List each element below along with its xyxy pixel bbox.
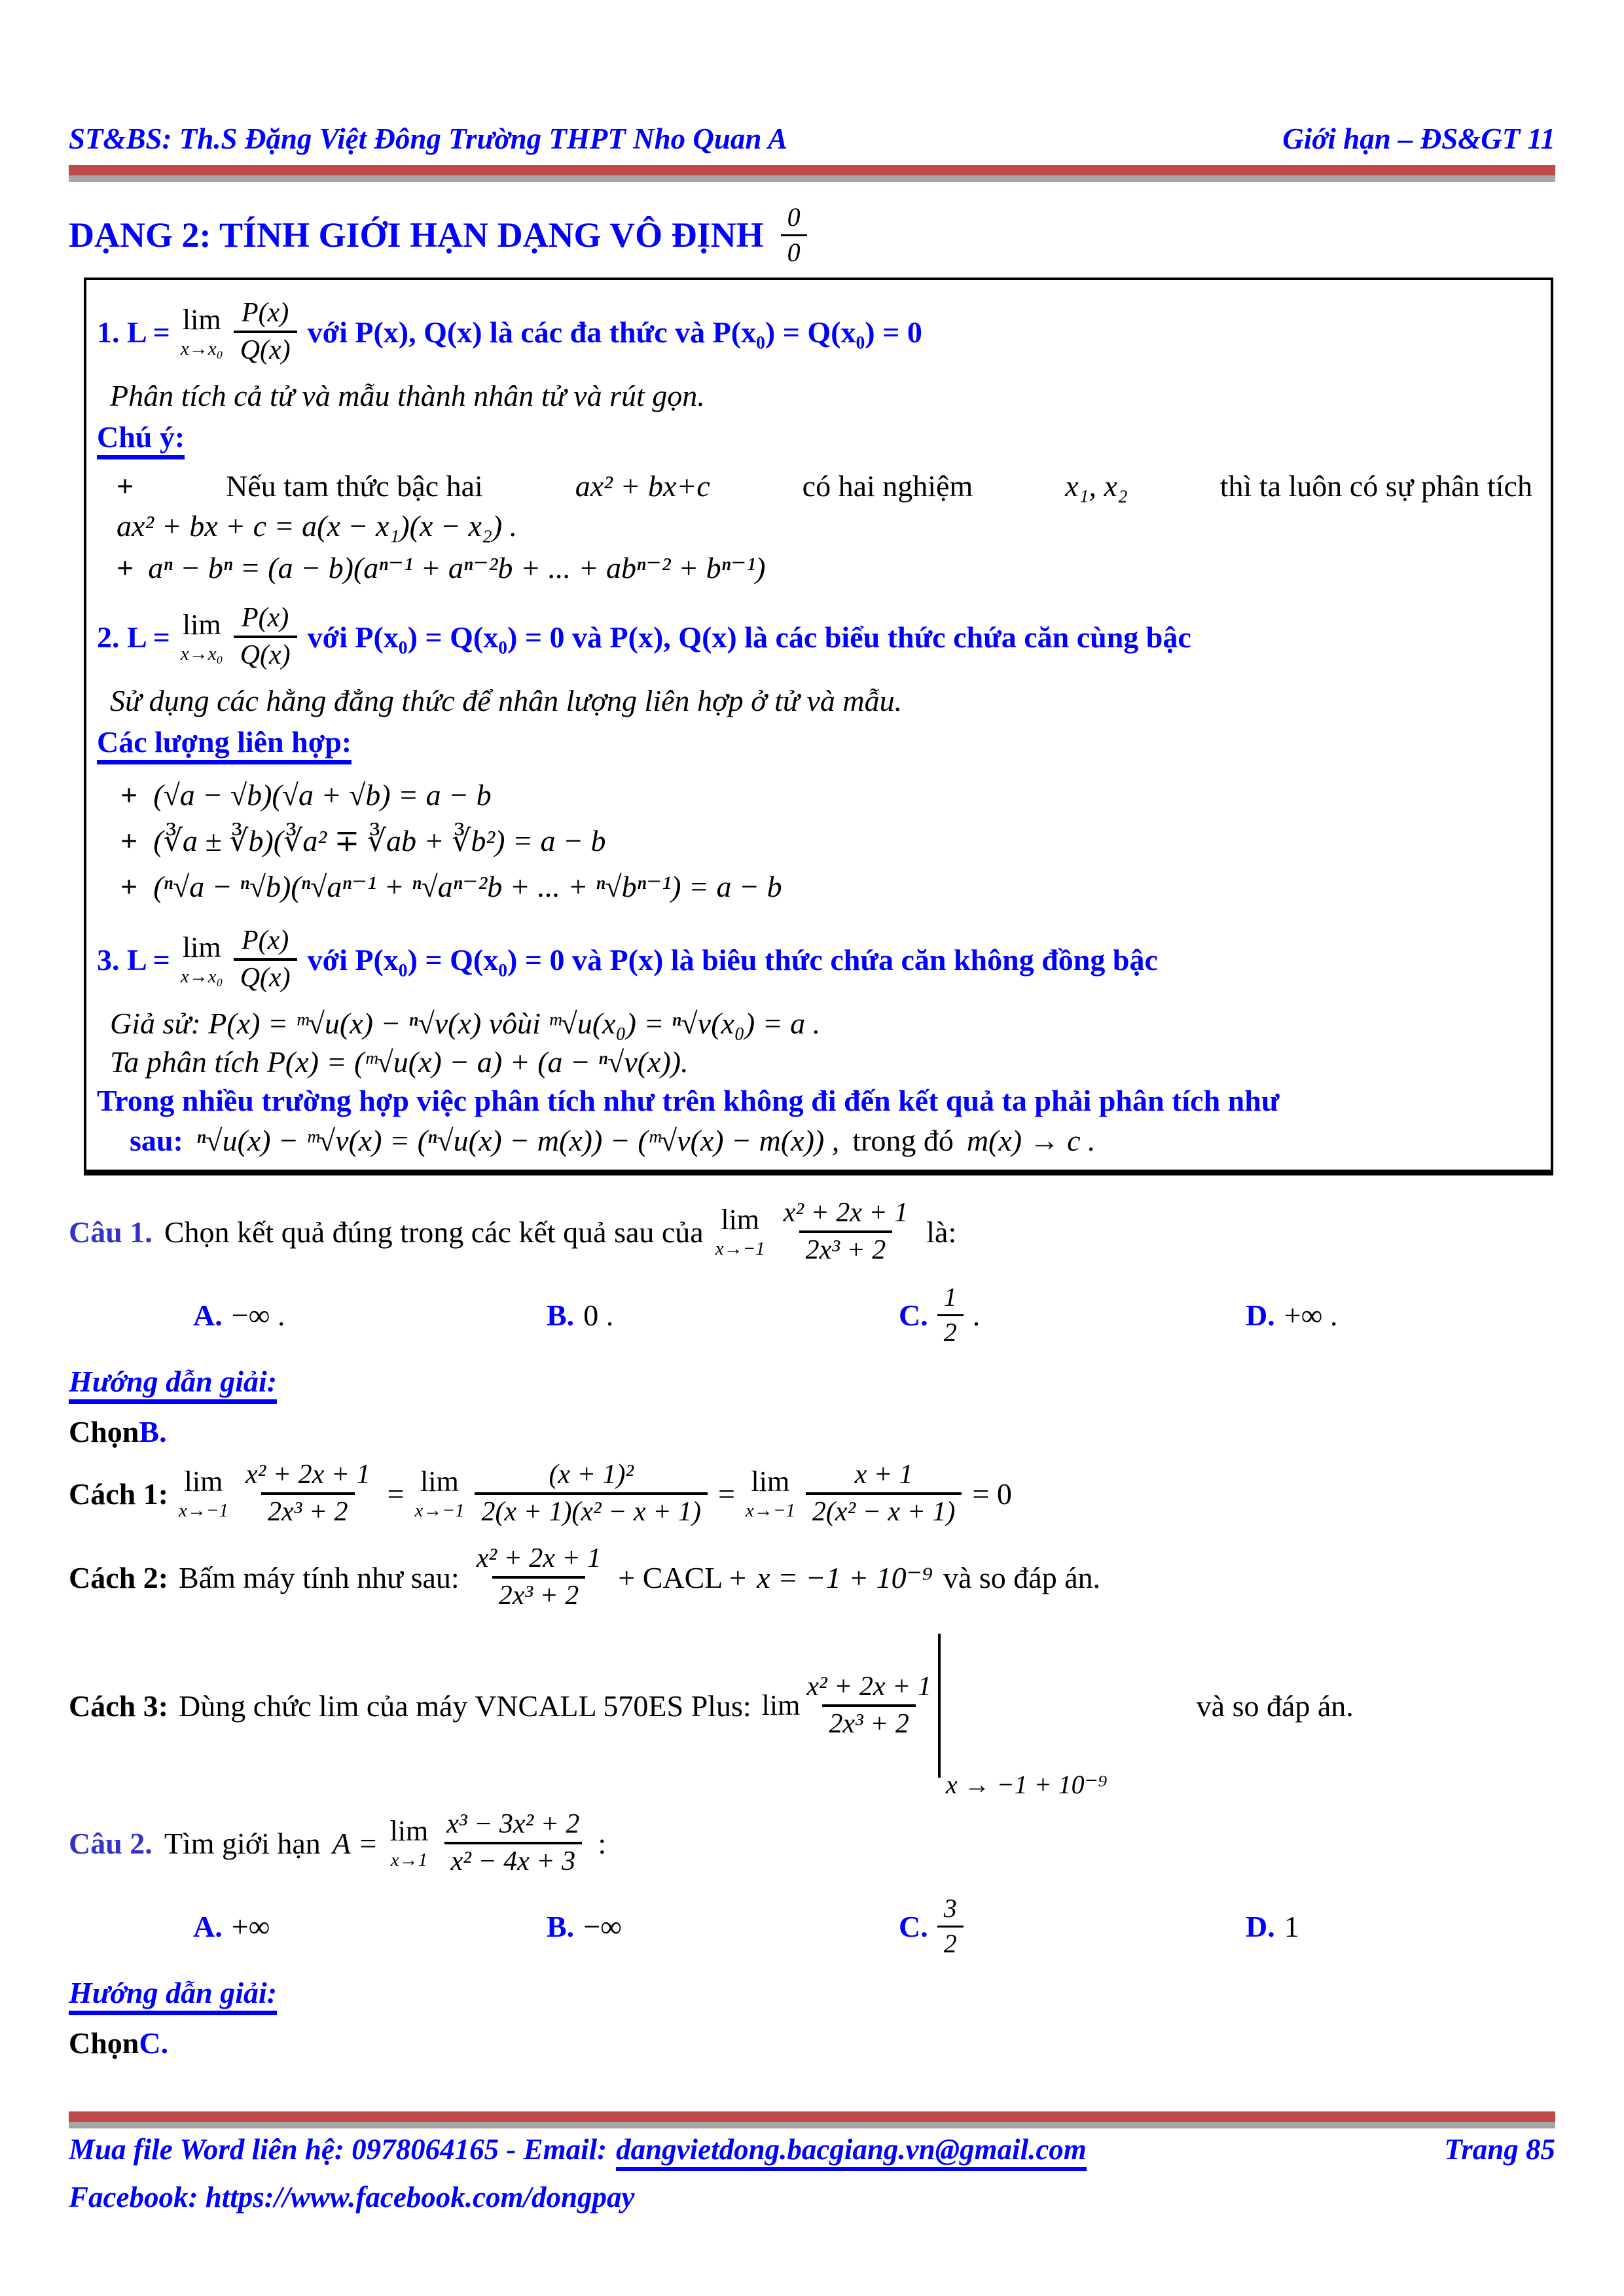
header-author: ST&BS: Th.S Đặng Việt Đông Trường THPT Nho Quan A — [69, 122, 787, 155]
cau1-text-after: là: — [926, 1215, 957, 1249]
section-title: DẠNG 2: TÍNH GIỚI HẠN DẠNG VÔ ĐỊNH — [69, 215, 764, 255]
lim-word: lim — [182, 931, 221, 963]
limit-operator — [181, 933, 223, 986]
option-d-value: 1 — [1284, 1909, 1299, 1943]
cau1-label: Câu 1. — [69, 1215, 153, 1249]
option-b — [547, 1909, 899, 1944]
cau1-text: Chọn kết quả đúng trong các kết quả sau của — [164, 1215, 704, 1249]
lim-word: lim — [761, 1689, 801, 1722]
cau2-text: Tìm giới hạn — [164, 1826, 321, 1860]
equals-sign: = — [387, 1477, 405, 1511]
fraction-den: 2x³ + 2 — [492, 1576, 586, 1611]
option-b-value: −∞ — [583, 1909, 622, 1943]
option-a — [193, 1909, 547, 1944]
theory-item-3-label: 3. L = — [97, 942, 170, 977]
cach3-text: Dùng chức lim của máy VNCALL 570ES Plus: — [179, 1689, 751, 1723]
cach2-expression: x = −1 + 10⁻⁹ — [757, 1561, 933, 1595]
option-d — [1246, 1909, 1555, 1944]
cach1-line — [69, 1460, 1555, 1528]
bullet-text: Nếu tam thức bậc hai — [226, 469, 483, 503]
header-divider-red — [69, 165, 1555, 175]
lim-word: lim — [184, 1465, 223, 1498]
cach1-label: Cách 1: — [69, 1477, 169, 1511]
lim-subscript: x→−1 — [715, 1238, 765, 1259]
fraction-num: P(x) — [242, 925, 289, 956]
theory-box — [84, 278, 1553, 1175]
result-value: = 0 — [972, 1477, 1012, 1511]
limit-operator — [415, 1467, 465, 1520]
plus-sign: + — [117, 551, 134, 584]
cau1-options — [69, 1279, 1555, 1351]
header-subject: Giới hạn – ĐS&GT 11 — [1282, 122, 1555, 155]
theory-item-2-label: 2. L = — [97, 620, 170, 654]
option-d-label: D. — [1246, 1909, 1275, 1943]
footer-facebook-line[interactable]: Facebook: https://www.facebook.com/dongpay — [69, 2181, 635, 2214]
main-content — [69, 278, 1555, 2060]
fraction-den: 2x³ + 2 — [261, 1492, 355, 1528]
lim-subscript: x→−1 — [179, 1499, 228, 1521]
fraction-den: x² − 4x + 3 — [444, 1842, 583, 1877]
lien-hop-math: (ⁿ√a − ⁿ√b)(ⁿ√aⁿ⁻¹ + ⁿ√aⁿ⁻²b + ... + ⁿ√bⁿ⁻¹) = a − b — [153, 870, 782, 903]
theory-item-2-note: Sử dụng các hằng đẳng thức để nhân lượng liên hợp ở tử và mẫu. — [110, 684, 903, 717]
cau2-answer — [69, 2026, 1555, 2060]
fraction-den: 2 — [937, 1314, 964, 1348]
fraction-num: (x + 1)² — [549, 1460, 634, 1490]
title-fraction-den: 0 — [781, 234, 807, 268]
lim-word: lim — [182, 303, 221, 336]
plus-sign: + — [117, 469, 134, 503]
lim-subscript: x→x₀ — [180, 338, 223, 359]
lim-subscript: x→−1 — [745, 1499, 795, 1521]
plus-sign: + — [120, 778, 138, 812]
fraction — [777, 1198, 915, 1266]
trong-nhieu-line: Trong nhiều trường hợp việc phân tích như trên không đi đến kết quả ta phải phân tích như — [97, 1084, 1280, 1117]
section-title-row — [69, 203, 807, 268]
gia-su-line: Giả sử: P(x) = ᵐ√u(x) − ⁿ√v(x) vôùi ᵐ√u(x₀) = ⁿ√v(x₀) = a . — [110, 1007, 821, 1040]
option-d-value: +∞ . — [1284, 1298, 1338, 1332]
page-header — [69, 122, 1555, 156]
limit-evaluation — [761, 1634, 1108, 1800]
limit-operator — [180, 608, 223, 664]
fraction — [475, 1460, 708, 1528]
limit-operator — [180, 303, 223, 359]
title-fraction-num: 0 — [787, 202, 801, 232]
lim-word: lim — [182, 608, 221, 641]
bullet-math: ax² + bx+c — [575, 469, 710, 503]
cach2-label: Cách 2: — [69, 1560, 169, 1594]
footer-divider-gray — [69, 2122, 1555, 2128]
limit-operator — [389, 1814, 429, 1871]
sau-text: trong đó — [852, 1124, 954, 1157]
option-a-label: A. — [193, 1909, 223, 1943]
footer-divider-red — [69, 2111, 1555, 2122]
option-a-value: −∞ . — [231, 1298, 285, 1332]
bullet-math: x₁, x₂ — [1065, 469, 1128, 503]
theory-item-2-text: với P(x₀) = Q(x₀) = 0 và P(x), Q(x) là các biểu thức chứa căn cùng bậc — [307, 620, 1191, 654]
sau-label: sau: — [130, 1124, 183, 1157]
theory-item-3-text: với P(x₀) = Q(x₀) = 0 và P(x) là biêu thức chứa căn không đồng bậc — [307, 942, 1158, 977]
chu-y-heading: Chú ý: — [97, 420, 185, 459]
theory-item-3 — [97, 914, 1536, 1005]
cach2-mid: + CACL + — [618, 1560, 747, 1594]
footer-email-link[interactable]: dangvietdong.bacgiang.vn@gmail.com — [616, 2132, 1087, 2171]
option-b-value: 0 . — [583, 1298, 614, 1332]
lien-hop-heading: Các lượng liên hợp: — [97, 725, 352, 764]
cau1-hdg-row — [69, 1351, 1555, 1408]
bullet-text: có hai nghiệm — [802, 469, 973, 503]
lien-hop-item-1 — [120, 778, 1536, 812]
fraction-den: 2(x² − x + 1) — [806, 1492, 962, 1528]
option-b — [547, 1298, 899, 1333]
bullet-math: aⁿ − bⁿ = (a − b)(aⁿ⁻¹ + aⁿ⁻²b + ... + abⁿ⁻² + bⁿ⁻¹) — [148, 551, 766, 584]
lim-word: lim — [751, 1465, 790, 1498]
bullet-math: ax² + bx + c = a(x − x₁)(x − x₂) . — [117, 509, 518, 543]
fraction-den: 2x³ + 2 — [799, 1230, 893, 1266]
lim-subscript: x→x₀ — [180, 643, 223, 664]
page-footer — [69, 2132, 1555, 2214]
fraction-den: 2x³ + 2 — [822, 1704, 916, 1740]
theory-item-2 — [97, 592, 1536, 682]
limit-operator — [179, 1467, 228, 1520]
option-c-label: C. — [899, 1909, 928, 1943]
fraction — [440, 1809, 586, 1877]
lien-hop-math: (∛a ± ∛b)(∛a² ∓ ∛ab + ∛b²) = a − b — [153, 824, 606, 857]
limit-operator — [762, 1691, 801, 1720]
bullet-text: thì ta luôn có sự phân tích — [1219, 469, 1532, 503]
cach2-tail: và so đáp án. — [943, 1560, 1101, 1594]
cau2-hdg-row — [69, 1962, 1555, 2019]
option-a-label: A. — [193, 1298, 223, 1332]
fraction — [234, 925, 297, 994]
lien-hop-item-3 — [120, 869, 1536, 904]
fraction-den: Q(x) — [234, 636, 297, 671]
fraction — [806, 1460, 962, 1528]
fraction-num: x² + 2x + 1 — [783, 1197, 909, 1228]
limit-operator — [715, 1203, 765, 1259]
sau-line — [130, 1123, 1536, 1158]
evaluation-subscript: x → −1 + 10⁻⁹ — [945, 1770, 1108, 1800]
bullet-power-identity — [117, 550, 1536, 585]
option-d-label: D. — [1246, 1298, 1275, 1332]
equals-sign: = — [717, 1477, 735, 1511]
huong-dan-giai-heading: Hướng dẫn giải: — [69, 1364, 277, 1404]
option-b-label: B. — [547, 1909, 575, 1943]
option-b-label: B. — [547, 1298, 575, 1332]
cach2-line — [69, 1543, 1555, 1611]
cau2-expression: A = — [332, 1826, 378, 1860]
fraction-den: Q(x) — [234, 331, 297, 366]
cach3-line — [69, 1634, 1555, 1800]
fraction-num: P(x) — [242, 602, 289, 633]
option-c — [899, 1283, 1246, 1348]
cau2-options — [69, 1890, 1555, 1962]
lim-subscript: x→−1 — [414, 1499, 465, 1521]
fraction-num: 3 — [943, 1893, 957, 1923]
chosen-letter: C. — [139, 2026, 169, 2060]
chon-word: Chọn — [69, 2026, 139, 2060]
chosen-letter: B. — [139, 1415, 167, 1448]
footer-page-number: Trang 85 — [1444, 2133, 1555, 2166]
option-c-tail: . — [972, 1298, 981, 1332]
cau1-answer — [69, 1414, 1555, 1449]
theory-item-1-label: 1. L = — [97, 315, 170, 349]
option-c-fraction — [937, 1283, 964, 1348]
fraction — [239, 1460, 377, 1528]
cau1-question — [69, 1193, 1555, 1271]
fraction-num: x³ − 3x² + 2 — [446, 1809, 580, 1840]
header-divider-gray — [69, 175, 1555, 182]
cau2-question — [69, 1804, 1555, 1882]
option-c — [899, 1894, 1246, 1959]
cach3-label: Cách 3: — [69, 1689, 169, 1723]
fraction-num: x² + 2x + 1 — [806, 1672, 931, 1702]
footer-line1 — [69, 2132, 1555, 2171]
bullet-quadratic-line2 — [117, 509, 1536, 543]
lim-subscript: x→x₀ — [180, 965, 223, 987]
lien-hop-row — [97, 722, 1536, 771]
theory-item-1-text: với P(x), Q(x) là các đa thức và P(x₀) = Q(x₀) = 0 — [307, 315, 922, 349]
plus-sign: + — [120, 824, 138, 857]
evaluation-bar — [938, 1634, 941, 1778]
fraction-num: P(x) — [242, 297, 289, 328]
sau-math: ⁿ√u(x) − ᵐ√v(x) = (ⁿ√u(x) − m(x)) − (ᵐ√v(x) − m(x)) , — [196, 1124, 840, 1157]
option-a-value: +∞ — [231, 1909, 270, 1943]
fraction-den: 2 — [937, 1926, 964, 1959]
option-a — [193, 1298, 547, 1333]
fraction-num: x² + 2x + 1 — [245, 1460, 370, 1490]
fraction-num: 1 — [943, 1282, 957, 1312]
option-c-fraction — [937, 1894, 964, 1959]
lien-hop-item-2 — [120, 823, 1536, 858]
cau2-text-after: : — [598, 1826, 607, 1860]
lim-subscript: x→1 — [390, 1849, 428, 1871]
cau2-label: Câu 2. — [69, 1826, 153, 1860]
bullet-quadratic-line1 — [117, 469, 1532, 503]
lim-word: lim — [389, 1814, 429, 1847]
fraction-den: Q(x) — [234, 958, 297, 994]
lim-word: lim — [420, 1465, 459, 1498]
fraction — [800, 1672, 938, 1740]
chu-y-row — [97, 417, 1536, 466]
theory-item-1 — [97, 287, 1536, 377]
cach3-tail: và so đáp án. — [1196, 1689, 1354, 1723]
chon-word: Chọn — [69, 1415, 139, 1448]
fraction-num: x² + 2x + 1 — [476, 1543, 602, 1574]
fraction — [470, 1543, 608, 1611]
fraction — [234, 603, 297, 671]
huong-dan-giai-heading: Hướng dẫn giải: — [69, 1975, 277, 2015]
title-fraction — [781, 203, 807, 268]
lim-word: lim — [721, 1203, 760, 1236]
plus-sign: + — [120, 870, 138, 903]
theory-item-1-note: Phân tích cả tử và mẫu thành nhân tử và rút gọn. — [110, 379, 705, 412]
lien-hop-math: (√a − √b)(√a + √b) = a − b — [153, 778, 492, 812]
fraction-num: x + 1 — [854, 1460, 913, 1490]
cach2-text: Bấm máy tính như sau: — [179, 1560, 460, 1594]
fraction — [234, 298, 297, 366]
footer-contact-text: Mua file Word liên hệ: 0978064165 - Email: — [69, 2133, 607, 2166]
sau-math-tail: m(x) → c . — [966, 1124, 1096, 1157]
ta-phan-tich-line: Ta phân tích P(x) = (ᵐ√u(x) − a) + (a − ⁿ√v(x)). — [110, 1045, 689, 1079]
option-c-label: C. — [899, 1298, 928, 1332]
limit-operator — [746, 1467, 795, 1520]
option-d — [1246, 1298, 1555, 1333]
fraction-den: 2(x + 1)(x² − x + 1) — [475, 1492, 708, 1528]
